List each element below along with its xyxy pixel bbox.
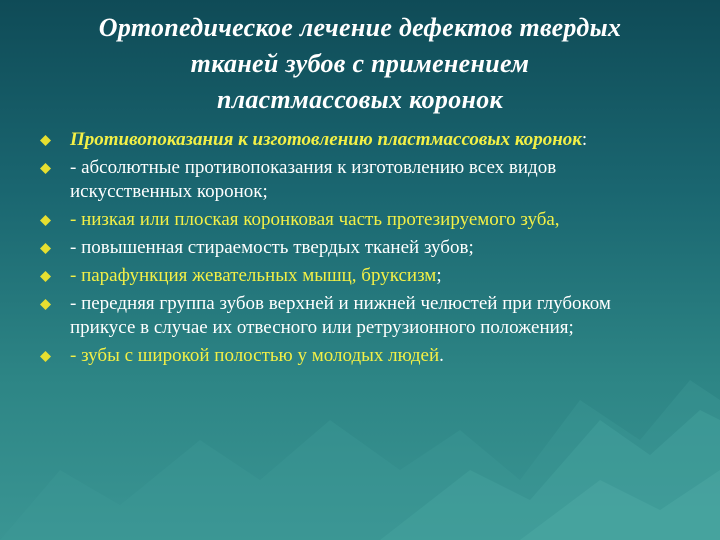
bullet-bruxism	[40, 264, 680, 288]
bullet-wide-pulp	[40, 344, 680, 368]
diamond-bullet-icon	[40, 271, 51, 282]
diamond-bullet-icon	[40, 299, 51, 310]
bullet-highlight-text: - низкая или плоская коронковая часть протезируемого зуба,	[70, 209, 560, 230]
diamond-bullet-icon	[40, 215, 51, 226]
bullet-highlight-text: - парафункция жевательных мышц, бруксизм	[70, 265, 437, 286]
heading-text: Противопоказания к изготовлению пластмассовых коронок	[70, 129, 582, 150]
bullet-tail: .	[439, 345, 444, 366]
bullet-text: - абсолютные противопоказания к изготовлению всех видов искусственных коронок;	[70, 157, 557, 202]
heading-suffix: :	[581, 129, 588, 150]
diamond-bullet-icon	[40, 351, 51, 362]
bullet-absolute-contraindications	[40, 156, 680, 204]
bullet-low-crown	[40, 208, 680, 232]
bullet-highlight-text: - зубы с широкой полостью у молодых людей	[70, 345, 440, 366]
bullet-text: - передняя группа зубов верхней и нижней челюстей при глубоком прикусе в случае их отвесного или ретрузионного положения;	[70, 293, 611, 338]
title-line-1: Ортопедическое лечение дефектов твердых	[98, 13, 622, 42]
bullet-text: - повышенная стираемость твердых тканей зубов;	[70, 237, 474, 258]
bullet-list	[40, 128, 680, 372]
bullet-abrasion	[40, 236, 680, 260]
slide-title	[20, 10, 700, 118]
bullet-deep-bite	[40, 292, 680, 340]
bullet-contraindications-heading	[40, 128, 680, 152]
title-line-3: пластмассовых коронок	[216, 85, 504, 114]
diamond-bullet-icon	[40, 163, 51, 174]
title-line-2: тканей зубов с применением	[190, 49, 530, 78]
diamond-bullet-icon	[40, 135, 51, 146]
bullet-tail: ;	[436, 265, 442, 286]
diamond-bullet-icon	[40, 243, 51, 254]
